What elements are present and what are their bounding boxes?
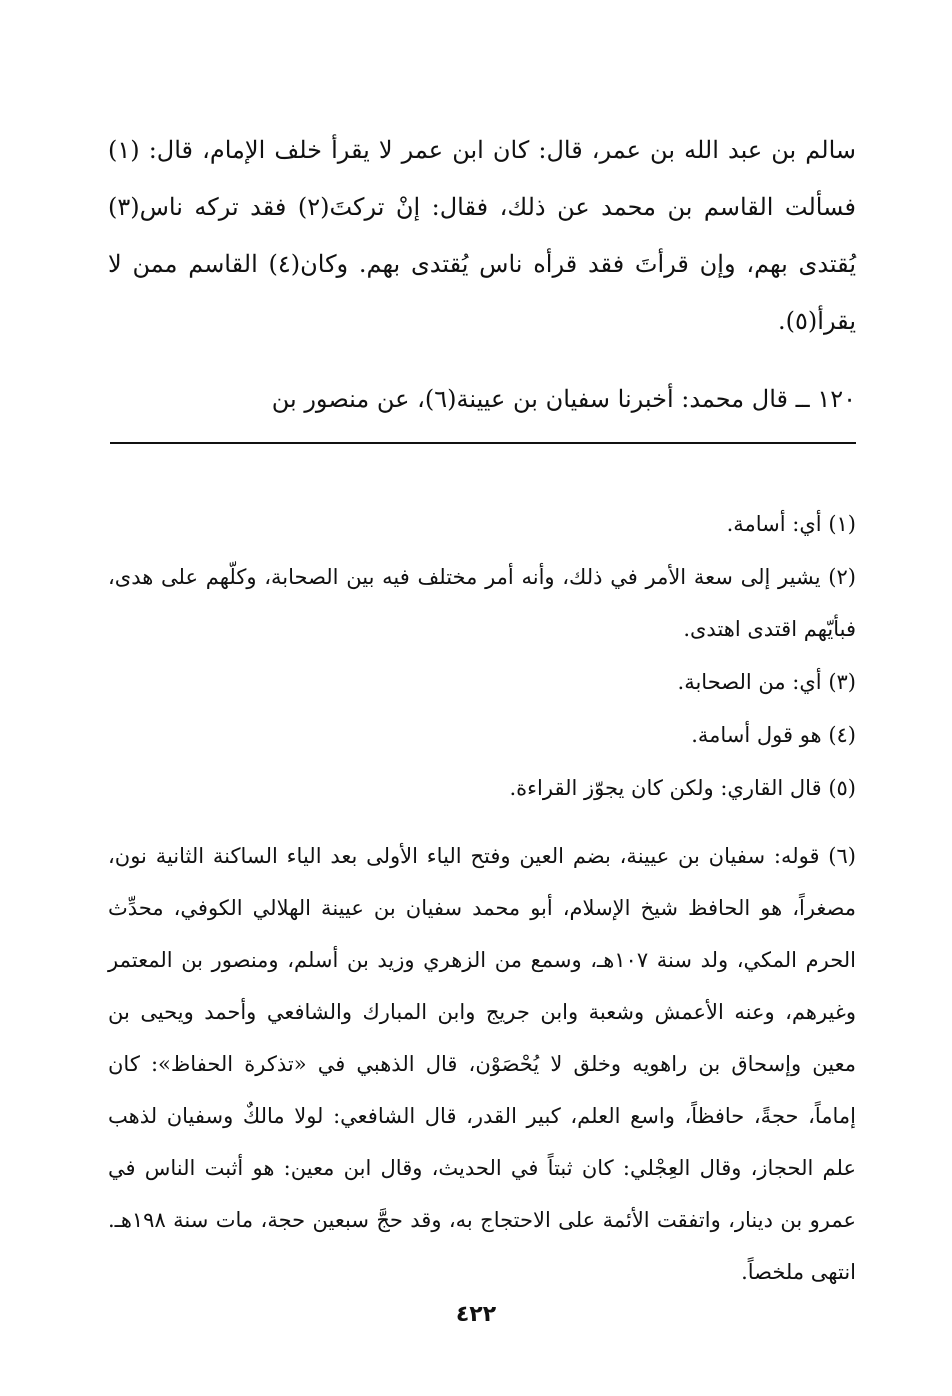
footnote-number: (٦) xyxy=(828,844,856,868)
footnotes xyxy=(108,498,856,1299)
footnote-3 xyxy=(108,656,856,708)
footnote-text: أي: أسامة. xyxy=(726,512,822,536)
footnote-4 xyxy=(108,709,856,761)
hadith-120-paragraph: ١٢٠ ــ قال محمد: أخبرنا سفيان بن عيينة(٦)، عن منصور بن xyxy=(271,385,856,413)
footnote-5 xyxy=(108,762,856,814)
main-paragraph: سالم بن عبد الله بن عمر، قال: كان ابن عمر لا يقرأ خلف الإمام، قال: (١) فسألت القاسم بن محمد عن ذلك، فقال: إنْ تركتَ(٢) فقد تركه ناس(٣) يُقتدى بهم، وإن قرأتَ فقد قرأه ناس يُقتدى بهم. وكان(٤) القاسم ممن لا يقرأ(٥). xyxy=(108,136,856,335)
footnote-separator xyxy=(110,442,856,444)
footnote-number: (١) xyxy=(828,512,856,536)
main-text xyxy=(108,122,856,428)
footnote-6 xyxy=(108,830,856,1298)
footnote-text: يشير إلى سعة الأمر في ذلك، وأنه أمر مختلف فيه بين الصحابة، وكلّهم على هدى، فبأيّهم اقتدى اهتدى. xyxy=(108,565,856,641)
footnote-number: (٤) xyxy=(828,723,856,747)
footnote-text: هو قول أسامة. xyxy=(691,723,822,747)
footnote-number: (٢) xyxy=(828,565,856,589)
footnote-number: (٣) xyxy=(828,670,856,694)
footnote-number: (٥) xyxy=(828,776,856,800)
footnote-text: قوله: سفيان بن عيينة، بضم العين وفتح الياء الأولى بعد الياء الساكنة الثانية نون، مصغراً، هو الحافظ شيخ الإسلام، أبو محمد سفيان بن عيينة الهلالي الكوفي، محدِّث الحرم المكي، ولد سنة ١٠٧هـ، وسمع من الزهري وزيد بن أسلم، ومنصور بن المعتمر وغيرهم، وعنه الأعمش وشعبة وابن جريج وابن المبارك والشافعي وأحمد ويحيى بن معين وإسحاق بن راهويه وخلق لا يُحْصَوْن، قال الذهبي في «تذكرة الحفاظ»: كان إماماً، حجةً، حافظاً، واسع العلم، كبير القدر، قال الشافعي: لولا مالكٌ وسفيان لذهب علم الحجاز، وقال العِجْلي: كان ثبتاً في الحديث، وقال ابن معين: هو أثبت الناس في عمرو بن دينار، واتفقت الأئمة على الاحتجاج به، وقد حجَّ سبعين حجة، مات سنة ١٩٨هـ. انتهى ملخصاً. xyxy=(108,844,857,1284)
footnote-2 xyxy=(108,551,856,655)
footnote-text: قال القاري: ولكن كان يجوّز القراءة. xyxy=(509,776,822,800)
page-number: ٤٢٢ xyxy=(455,1302,497,1327)
footnote-text: أي: من الصحابة. xyxy=(677,670,822,694)
footnote-1 xyxy=(108,498,856,550)
